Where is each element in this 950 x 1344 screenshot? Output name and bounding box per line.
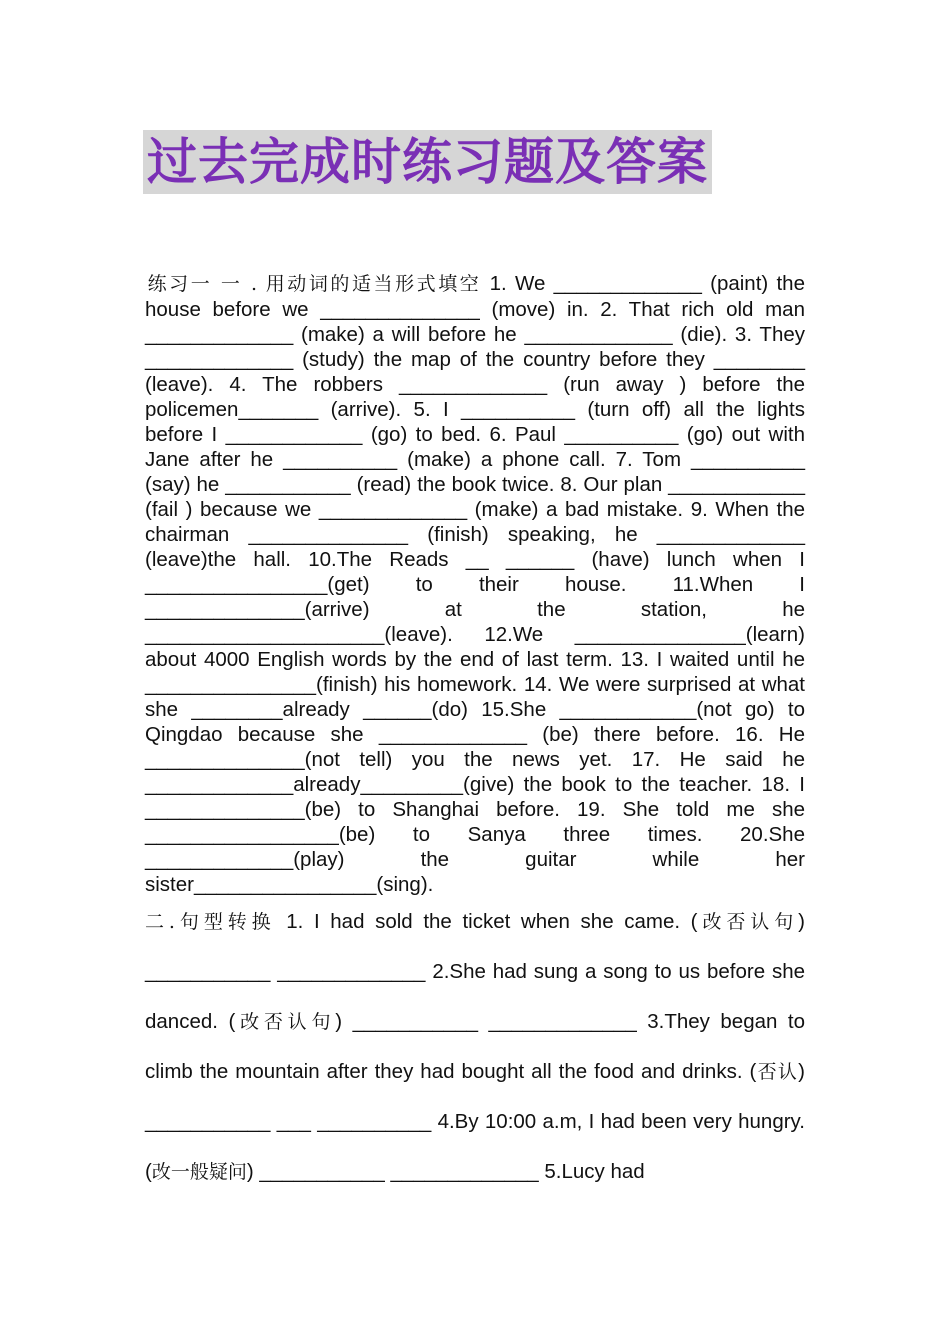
- section-1-heading: 练习一 一 . 用动词的适当形式填空: [145, 273, 482, 295]
- section-2-item-5: 5.Lucy had: [544, 1160, 645, 1183]
- exercise-section-2: [145, 897, 805, 1197]
- section-2-item-4: 4.By 10:00 a.m, I had been very hungry. (改一般疑问) ___________ _____________: [145, 1110, 805, 1183]
- section-2-item-1: 1. I had sold the ticket when she came. (改否认句) ___________ _____________: [145, 910, 805, 983]
- section-2-item-2: 2.She had sung a song to us before she danced. (改否认句) ___________ _____________: [145, 960, 805, 1033]
- section-1-text: 1. We _____________ (paint) the house before we ______________ (move) in. 2. That rich old man _____________ (make) a will before he _____________ (die). 3. They _____________ (study) the map of the country before they ________ (leave). 4. The robbers _____________ (run away ) before the policemen_______ (arrive). 5. I __________ (turn off) all the lights before I ____________ (go) to bed. 6. Paul __________ (go) out with Jane after he __________ (make) a phone call. 7. Tom __________ (say) he ___________ (read) the book twice. 8. Our plan ____________ (fail ) because we _____________ (make) a bad mistake. 9. When the chairman ______________ (finish) speaking, he _____________ (leave)the hall. 10.The Reads __ ______ (have) lunch when I ________________(get) to their house. 11.When I ______________(arrive) at the station, he _____________________(leave). 12.We _______________(learn) about 4000 English words by the end of last term. 13. I waited until he _______________(finish) his homework. 14. We were surprised at what she ________already ______(do) 15.She ____________(not go) to Qingdao because she _____________ (be) there before. 16. He ______________(not tell) you the news yet. 17. He said he _____________already_________(give) the book to the teacher. 18. I ______________(be) to Shanghai before. 19. She told me she _________________(be) to Sanya three times. 20.She _____________(play) the guitar while her sister________________(sing).: [145, 272, 805, 896]
- page-title: 过去完成时练习题及答案: [143, 130, 712, 194]
- exercise-body: [145, 256, 805, 1197]
- exercise-section-1: [145, 256, 805, 897]
- section-2-item-3: 3.They began to climb the mountain after they had bought all the food and drinks. (否认) ___________ ___ __________: [145, 1010, 805, 1133]
- section-2-heading: 二.句型转换: [145, 911, 276, 933]
